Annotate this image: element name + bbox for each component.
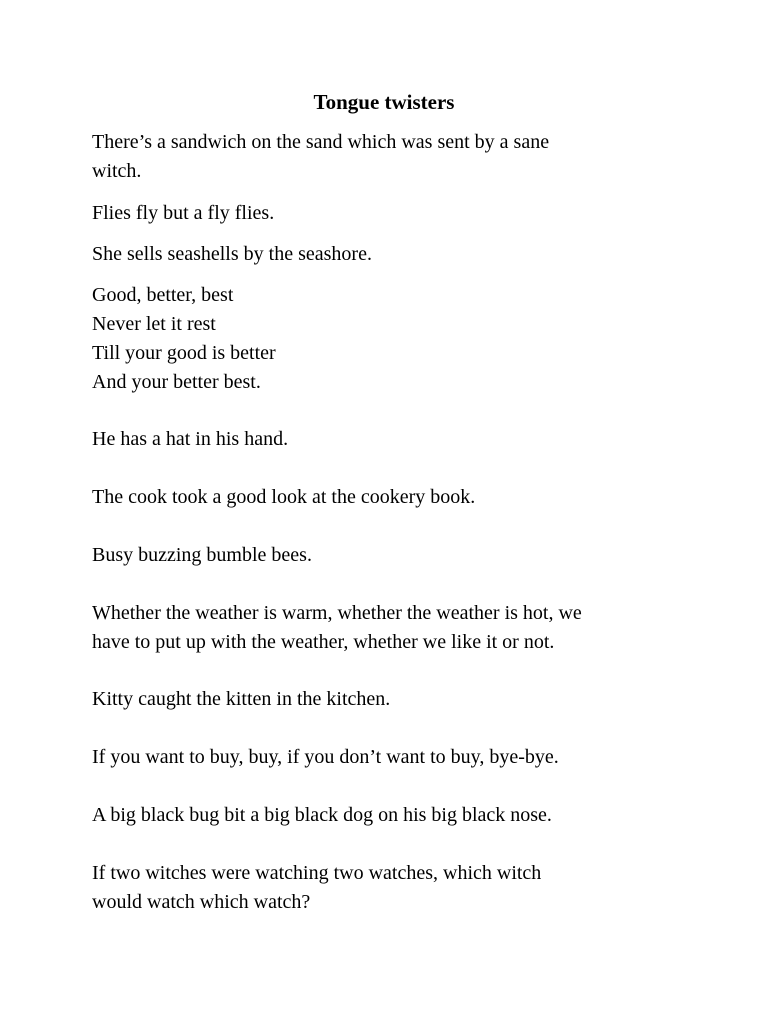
text-line: would watch which watch? xyxy=(92,891,311,913)
text-line: Till your good is better xyxy=(92,342,276,364)
tongue-twister-9 xyxy=(92,685,692,714)
tongue-twister-11 xyxy=(92,801,692,830)
tongue-twister-1 xyxy=(92,128,692,186)
text-line: A big black bug bit a big black dog on his big black nose. xyxy=(92,804,552,826)
tongue-twister-12 xyxy=(92,859,692,917)
text-line: Good, better, best xyxy=(92,284,234,306)
text-line: He has a hat in his hand. xyxy=(92,428,289,450)
text-line: Never let it rest xyxy=(92,313,216,335)
tongue-twister-4 xyxy=(92,281,692,397)
text-line: Flies fly but a fly flies. xyxy=(92,202,275,224)
text-line: Busy buzzing bumble bees. xyxy=(92,544,312,566)
text-line: There’s a sandwich on the sand which was sent by a sane xyxy=(92,131,550,153)
text-line: And your better best. xyxy=(92,371,261,393)
text-line: have to put up with the weather, whether we like it or not. xyxy=(92,631,555,653)
tongue-twister-8 xyxy=(92,599,692,657)
tongue-twister-5 xyxy=(92,425,692,454)
text-line: She sells seashells by the seashore. xyxy=(92,243,372,265)
tongue-twister-3 xyxy=(92,240,692,269)
text-line: If you want to buy, buy, if you don’t want to buy, bye-bye. xyxy=(92,746,559,768)
tongue-twister-2 xyxy=(92,199,692,228)
tongue-twister-6 xyxy=(92,483,692,512)
text-line: Kitty caught the kitten in the kitchen. xyxy=(92,688,391,710)
text-line: Whether the weather is warm, whether the weather is hot, we xyxy=(92,602,582,624)
text-line: The cook took a good look at the cookery book. xyxy=(92,486,476,508)
tongue-twister-7 xyxy=(92,541,692,570)
text-line: If two witches were watching two watches, which witch xyxy=(92,862,542,884)
text-line: witch. xyxy=(92,160,142,182)
page-title: Tongue twisters xyxy=(313,90,455,114)
tongue-twister-10 xyxy=(92,743,692,772)
